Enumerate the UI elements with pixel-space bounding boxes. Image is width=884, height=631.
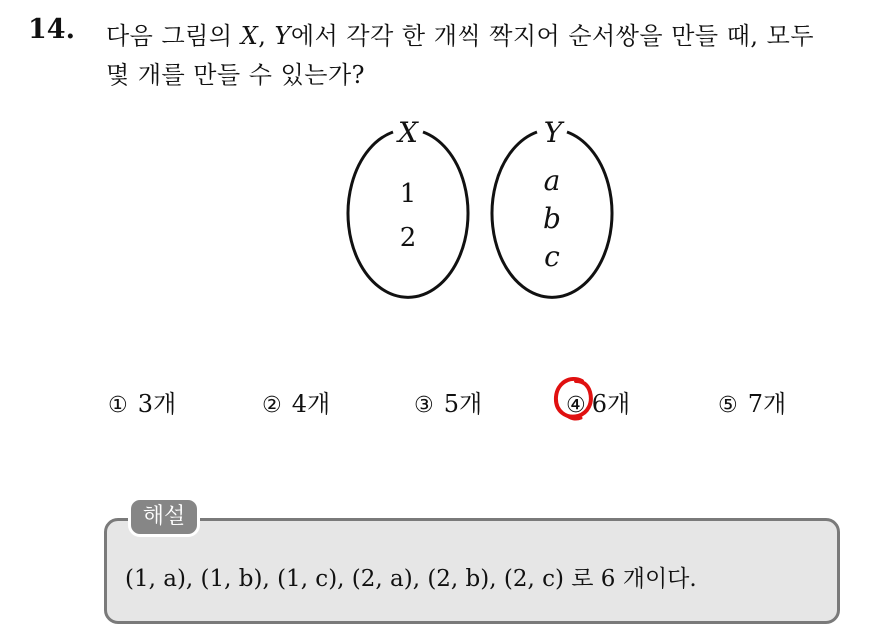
choice-text: 3개 [137,390,177,418]
set-y-ref: Y [274,22,291,50]
set-y-element: a [543,164,561,197]
choice-text: 7개 [747,390,787,418]
choice-text: 6개 [591,390,631,418]
set-y-element: c [544,240,560,273]
choice-mark: ④ [566,393,586,418]
set-y-element: b [543,202,561,235]
set-x-element: 2 [399,223,417,253]
set-x-ellipse [348,132,468,297]
choice-mark: ② [262,393,282,418]
choice-2[interactable] [262,384,330,419]
choice-text: 5개 [443,390,483,418]
choice-text: 4개 [291,390,331,418]
set-x-label: X [398,116,418,149]
question-number: 14. [28,14,75,45]
set-y-diagram [492,116,612,297]
solution-tab: 해설 [128,497,200,537]
set-x-ref: X [240,22,259,50]
solution-text: (1, a), (1, b), (1, c), (2, a), (2, b), (2, c) 로 6 개이다. [125,566,697,592]
choice-mark: ⑤ [718,393,738,418]
choice-mark: ③ [414,393,434,418]
answer-circle-mark [552,373,596,423]
question-text-line-1: 다음 그림의 X, Y에서 각각 한 개씩 짝지어 순서쌍을 만들 때, 모두 [106,22,815,50]
choice-3[interactable] [414,384,482,419]
set-x-element: 1 [399,179,417,209]
choice-mark: ① [108,393,128,418]
question-text-line-2: 몇 개를 만들 수 있는가? [106,61,366,89]
choice-1[interactable] [108,384,176,419]
set-x-diagram [348,116,468,297]
set-y-label: Y [543,116,563,149]
choice-5[interactable] [718,384,786,419]
